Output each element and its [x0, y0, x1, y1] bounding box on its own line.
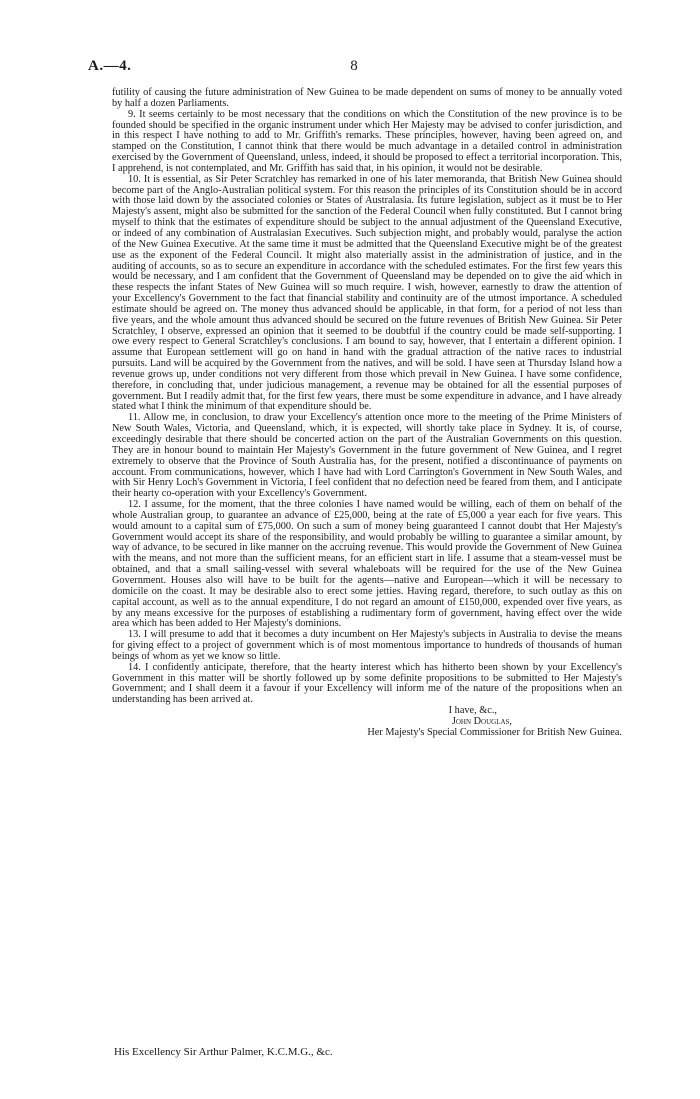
page-number: 8: [350, 58, 358, 74]
paragraph-11: 11. Allow me, in conclusion, to draw your Excellency's attention once more to the meeting of the Prime Ministers of New South Wales, Victoria, and Queensland, which, it is expected, will shortly take place in Sydney. It is, of course, exceedingly desirable that there should be concerted action on the part of the Australian Governments on this question. They are in honour bound to maintain Her Majesty's Government in the future government of New Guinea, and I regret extremely to observe that the Province of South Australia has, for the present, notified a discontinuance of payments on account. From communications, however, which I have had with Lord Carrington's Government in New South Wales, and with Sir Henry Loch's Government in Victoria, I feel confident that no defection need be feared from them, and I anticipate their hearty co-operation with your Excellency's Government.: [112, 412, 622, 500]
addressee: His Excellency Sir Arthur Palmer, K.C.M.G., &c.: [114, 1046, 333, 1058]
paragraph-9: 9. It seems certainly to be most necessary that the conditions on which the Constitution of the new province is to be founded should be specified in the organic instrument under which Her Majesty may be advised to confer jurisdiction, and in this respect I have nothing to add to Mr. Griffith's remarks. These principles, however, having been agreed on, and stamped on the Constitution, I cannot think that there would be much advantage in a detailed control in administration exercised by the Government of Queensland, unless, indeed, it should be proposed to effect a territorial incorporation. This, I apprehend, is not contemplated, and Mr. Griffith has said that, in his opinion, it would not be desirable.: [112, 108, 622, 174]
document-reference: A.—4.: [88, 58, 132, 74]
paragraph-14: 14. I confidently anticipate, therefore, that the hearty interest which has hitherto been shown by your Excellency's Government in this matter will be shortly followed up by some definite propositions to be submitted to Her Majesty's Government; and I shall deem it a favour if your Excellency will inform me of the nature of the propositions when an understanding has been arrived at.: [112, 661, 622, 706]
signature-block: [112, 706, 622, 739]
page-header: [88, 58, 620, 80]
paragraph-continuation: futility of causing the future administration of New Guinea to be made dependent on sums of money to be annually voted by half a dozen Parliaments.: [112, 87, 622, 109]
letter-body: [112, 88, 622, 739]
paragraph-13: 13. I will presume to add that it becomes a duty incumbent on Her Majesty's subjects in Australia to devise the means for giving effect to a project of government which is of most momentous importance to hundreds of thousands of human beings of whom as yet we know so little.: [112, 629, 622, 662]
paragraph-10: 10. It is essential, as Sir Peter Scratchley has remarked in one of his later memoranda, that British New Guinea should become part of the Anglo-Australian political system. For this reason the principles of its Constitution should be in accord with those laid down by the associated colonies or States of Australasia. Its future legislation, subject as it must be to Her Majesty's assent, might also be submitted for the sanction of the Federal Council when fully constituted. But I cannot bring myself to think that the estimates of expenditure should be subject to the annual adjustment of the Queensland Executive, or indeed of any combination of Australasian Executives. Such subjection might, and probably would, paralyse the action of the New Guinea Executive. At the same time it must be admitted that the Queensland Executive might be of the greatest use as the exponent of the Federal Council. It might also materially assist in the administration of justice, and in the auditing of accounts, so as to secure an expenditure in accordance with the scheduled estimates. For the first few years this would be necessary, and I am confident that the Government of Queensland may be depended on to give the aid which in these respects the infant States of New Guinea will so much require. I wish, however, earnestly to draw the attention of your Excellency's Government to the fact that financial stability and continuity are of the utmost importance. A scheduled estimate should be agreed on. The money thus advanced should be applicable, in that form, for a period of not less than five years, and the whole amount thus advanced should be secured on the future revenues of British New Guinea. Sir Peter Scratchley, I observe, expressed an opinion that it seemed to be doubtful if the country could be made self-supporting. I owe every respect to General Scratchley's conclusions. I am bound to say, however, that I entertain a different opinion. I assume that European settlement will go on hand in hand with the gradual attraction of the native races to industrial pursuits. Land will be acquired by the Government from the natives, and will be sold. I have seen at Thursday Island how a revenue grows up, under conditions not very different from those which prevail in New Guinea. I have some confidence, therefore, in concluding that, under judicious management, a revenue may be obtained for all the essential purposes of government. But I readily admit that, for the first few years, there must be some expenditure in advance, and I have already stated what I think the minimum of that expenditure should be.: [112, 173, 622, 413]
signatory-name: John Douglas,: [451, 715, 512, 727]
paragraph-12: 12. I assume, for the moment, that the three colonies I have named would be willing, each of them on behalf of the whole Australian group, to guarantee an advance of £25,000, being at the rate of £5,000 a year each for five years. This would amount to a capital sum of £75,000. On such a sum of money being guaranteed I cannot doubt that Her Majesty's Government would accept its share of the responsibility, and would probably be willing to guarantee a similar amount, by way of advance, to be secured in like manner on the accruing revenue. This would provide the Government of New Guinea with the means, and not more than the sufficient means, for an efficient start in life. I assume that a steam-vessel must be obtained, and that a small sailing-vessel with several whaleboats will be required for the use of the New Guinea Government. Houses also will have to be built for the agents—native and European—which it will be necessary to domicile on the coast. It may be desirable also to erect some jetties. Having regard, therefore, to such outlay as this on capital account, as well as to the annual expenditure, I do not regard an amount of £150,000, expended over five years, as by any means excessive for the purposes of establishing a rudimentary form of government, having effect over the wide area which has been added to Her Majesty's dominions.: [112, 499, 622, 630]
closing-line: I have, &c.,: [448, 705, 497, 717]
signatory-title: Her Majesty's Special Commissioner for British New Guinea.: [367, 726, 622, 738]
